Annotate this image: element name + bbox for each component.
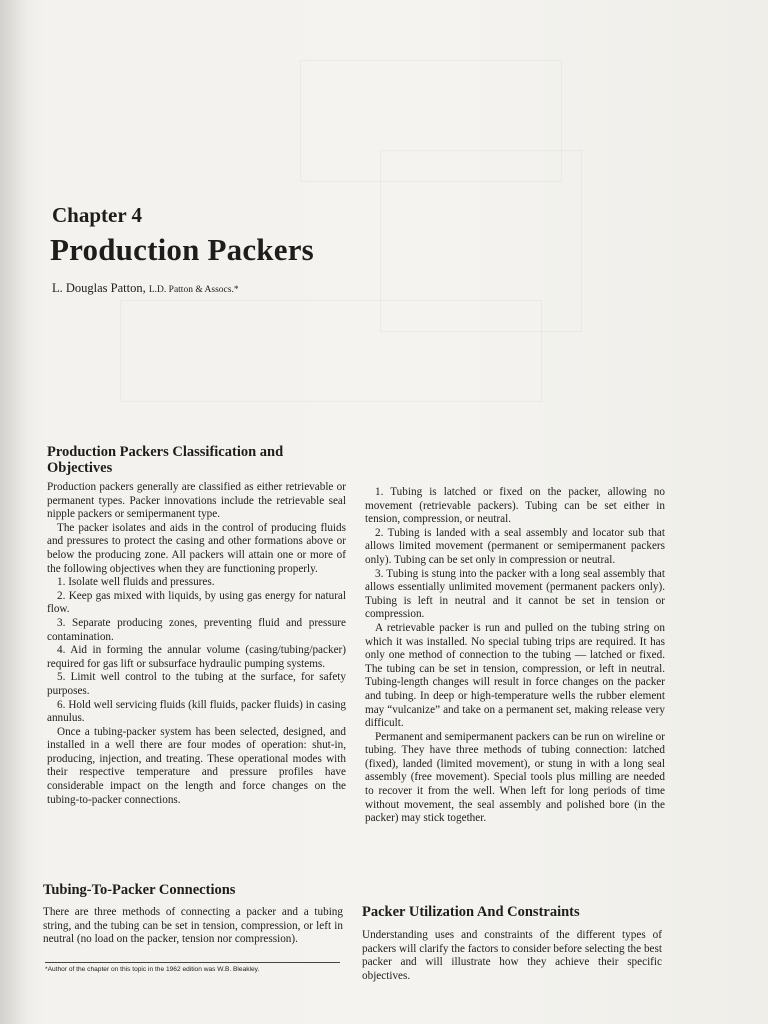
paragraph: Production packers generally are classified as either retrievable or permanent types. Packer innovations include the retrievable seal nipple packers or semipermanent type. xyxy=(47,481,346,521)
paragraph: Permanent and semipermanent packers can be run on wireline or tubing. They have three methods of tubing connection: latched (fixed), landed (limited movement), or stung in with a long seal assembly (free movement). Special tools plus milling are needed to recover it from the well. When left for long periods of time without movement, the seal assembly and polished bore (in the packer) may stick together. xyxy=(365,730,665,825)
section-heading-utilization: Packer Utilization And Constraints xyxy=(362,904,580,920)
right-column-body xyxy=(365,486,665,826)
list-item: 1. Isolate well fluids and pressures. xyxy=(57,576,215,589)
left-column-body xyxy=(47,481,346,807)
author-name: L. Douglas Patton, xyxy=(52,281,146,295)
section-heading-connections: Tubing-To-Packer Connections xyxy=(43,882,236,898)
list-item: 5. Limit well control to the tubing at the surface, for safety purposes. xyxy=(47,671,346,697)
author-affiliation: L.D. Patton & Assocs.* xyxy=(148,285,239,295)
list-item: 2. Tubing is landed with a seal assembly and locator sub that allows limited movement (permanent or semipermanent packers only). Tubing can be set only in compression or neutral. xyxy=(365,526,665,566)
list-item: 3. Tubing is stung into the packer with a long seal assembly that allows essentially unlimited movement (permanent packers only). Tubing is left in neutral and it cannot be set in tension or compression. xyxy=(365,567,665,621)
paragraph: Once a tubing-packer system has been selected, designed, and installed in a well there are four modes of operation: shut-in, producing, injection, and treating. These operational modes with their respective temperature and pressure profiles have considerable impact on the length and force changes on the tubing-to-packer connections. xyxy=(47,725,346,806)
right-column-body-2 xyxy=(362,929,662,983)
show-through-mark xyxy=(120,300,542,402)
paragraph: There are three methods of connecting a packer and a tubing string, and the tubing can be set in tension, compression, or left in neutral (no load on the packer, tension nor compression). xyxy=(43,906,343,946)
paragraph: The packer isolates and aids in the control of producing fluids and pressures to protect the casing and other formations above or below the producing zone. All packers will attain one or more of the following objectives when they are functioning properly. xyxy=(47,521,346,575)
chapter-title: Production Packers xyxy=(50,232,314,267)
list-item: 4. Aid in forming the annular volume (casing/tubing/packer) required for gas lift or subsurface hydraulic pumping systems. xyxy=(47,644,346,670)
left-column-body-2 xyxy=(43,906,343,947)
author-line xyxy=(52,281,239,296)
list-item: 6. Hold well servicing fluids (kill fluids, packer fluids) in casing annulus. xyxy=(47,698,346,725)
paragraph: Understanding uses and constraints of the different types of packers will clarify the factors to consider before selecting the best packer and will illustrate how they achieve their specific objectives. xyxy=(362,929,662,982)
paragraph: A retrievable packer is run and pulled on the tubing string on which it was installed. No special tubing trips are required. It has only one method of connection to the tubing — latched or fixed. The tubing can be set in tension, compression, or left in neutral. Tubing-length changes will result in force changes on the packer and tubing. In deep or high-temperature wells the rubber element may “vulcanize” and take on a permanent set, making release very difficult. xyxy=(365,621,665,730)
list-item: 3. Separate producing zones, preventing fluid and pressure contamination. xyxy=(47,616,346,643)
list-item: 1. Tubing is latched or fixed on the packer, allowing no movement (retrievable packers). Tubing can be set either in tension, compression, or neutral. xyxy=(365,486,665,526)
list-item: 2. Keep gas mixed with liquids, by using gas energy for natural flow. xyxy=(47,589,346,616)
binding-shadow xyxy=(0,0,28,1024)
chapter-label: Chapter 4 xyxy=(52,203,143,227)
footnote-rule xyxy=(45,962,340,963)
footnote: *Author of the chapter on this topic in the 1962 edition was W.B. Bleakley. xyxy=(45,966,260,973)
section-heading-classification: Production Packers Classification and Objectives xyxy=(47,444,284,476)
